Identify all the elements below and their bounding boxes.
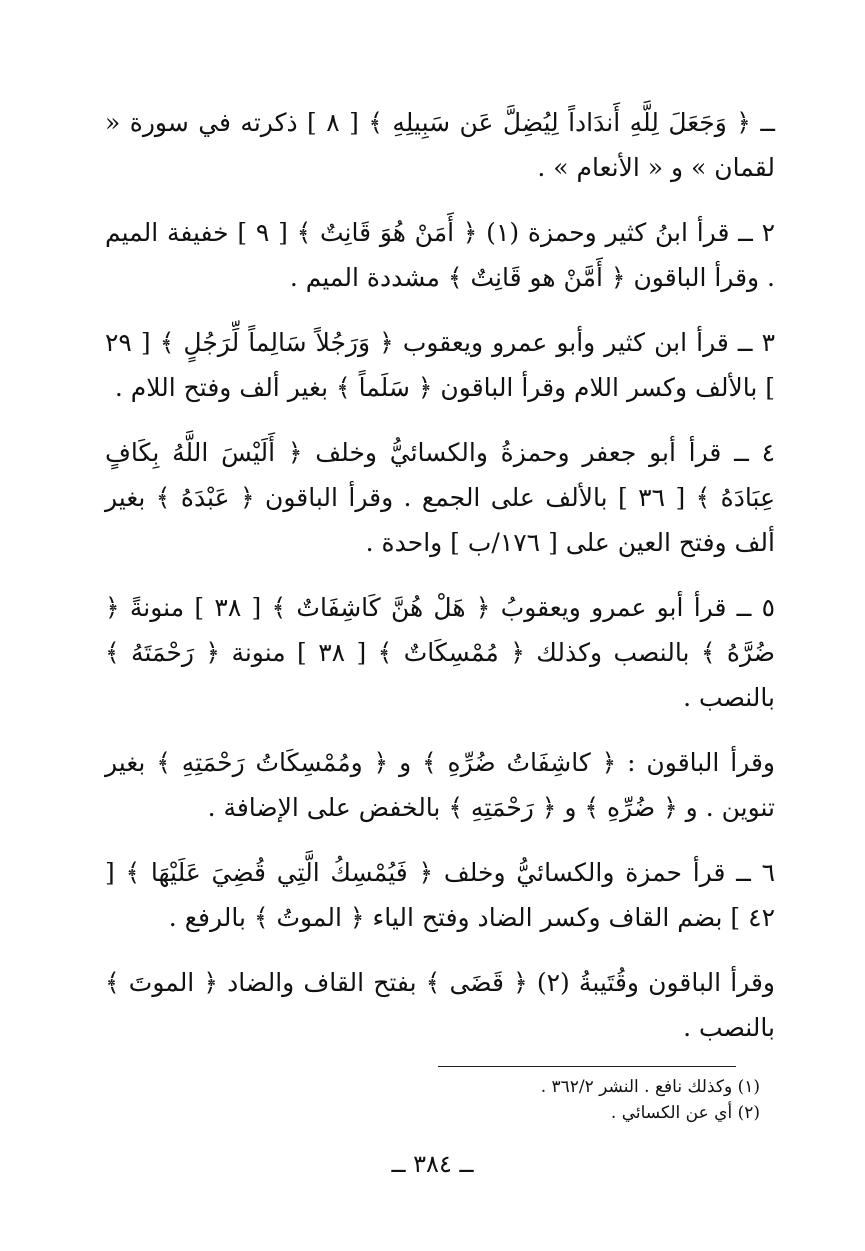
main-text bbox=[105, 100, 775, 1070]
footnote-divider bbox=[438, 1066, 736, 1067]
footnotes bbox=[430, 1074, 760, 1126]
paragraph-item-3: ٣ ــ قرأ ابن كثير وأبو عمرو ويعقوب ﴿ وَرَجُلاً سَالِماً لِّرَجُلٍ ﴾ [ ٢٩ ] بالألف وكسر اللام وقرأ الباقون ﴿ سَلَماً ﴾ بغير ألف وفتح اللام . bbox=[105, 328, 775, 402]
paragraph-item-2: ٢ ــ قرأ ابنُ كثير وحمزة (١) ﴿ أَمَنْ هُوَ قَانِتٌ ﴾ [ ٩ ] خفيفة الميم . وقرأ الباقون ﴿ أَمَّنْ هو قَانِتٌ ﴾ مشددة الميم . bbox=[105, 218, 775, 292]
paragraph-item-6-others: وقرأ الباقون وقُتَيبةُ (٢) ﴿ قَضَى ﴾ بفتح القاف والضاد ﴿ الموتَ ﴾ بالنصب . bbox=[105, 968, 775, 1042]
paragraph-item-5-others: وقرأ الباقون : ﴿ كاشِفَاتُ ضُرِّهِ ﴾ و ﴿ ومُمْسِكَاتُ رَحْمَتِهِ ﴾ بغير تنوين . و ﴿ ضُرِّهِ ﴾ و ﴿ رَحْمَتِهِ ﴾ بالخفض على الإضافة . bbox=[105, 748, 775, 822]
footnote-1: (١) وكذلك نافع . النشر ٣٦٢/٢ . bbox=[540, 1077, 760, 1097]
page-number: ــ ٣٨٤ ــ bbox=[391, 1150, 474, 1178]
footnote-2: (٢) أي عن الكسائي . bbox=[610, 1103, 760, 1123]
paragraph-item-5: ٥ ــ قرأ أبو عمرو ويعقوبُ ﴿ هَلْ هُنَّ كَاشِفَاتٌ ﴾ [ ٣٨ ] منونةً ﴿ ضُرَّهُ ﴾ بالنصب وكذلك ﴿ مُمْسِكَاتٌ ﴾ [ ٣٨ ] منونة ﴿ رَحْمَتَهُ ﴾ بالنصب . bbox=[105, 593, 775, 712]
paragraph-verse-8: ــ ﴿ وَجَعَلَ لِلَّهِ أَندَاداً لِيُضِلَّ عَن سَبِيلِهِ ﴾ [ ٨ ] ذكرته في سورة « لقمان » و « الأنعام » . bbox=[105, 108, 775, 182]
paragraph-item-4: ٤ ــ قرأ أبو جعفر وحمزةُ والكسائيُّ وخلف ﴿ أَلَيْسَ اللَّهُ بِكَافٍ عِبَادَهُ ﴾ [ ٣٦ ] بالألف على الجمع . وقرأ الباقون ﴿ عَبْدَهُ ﴾ بغير ألف وفتح العين على [ ١٧٦/ب ] واحدة . bbox=[105, 438, 775, 557]
paragraph-item-6: ٦ ــ قرأ حمزة والكسائيُّ وخلف ﴿ فَيُمْسِكُ الَّتِي قُضِيَ عَلَيْهَا ﴾ [ ٤٢ ] بضم القاف وكسر الضاد وفتح الياء ﴿ الموتُ ﴾ بالرفع . bbox=[105, 858, 775, 932]
